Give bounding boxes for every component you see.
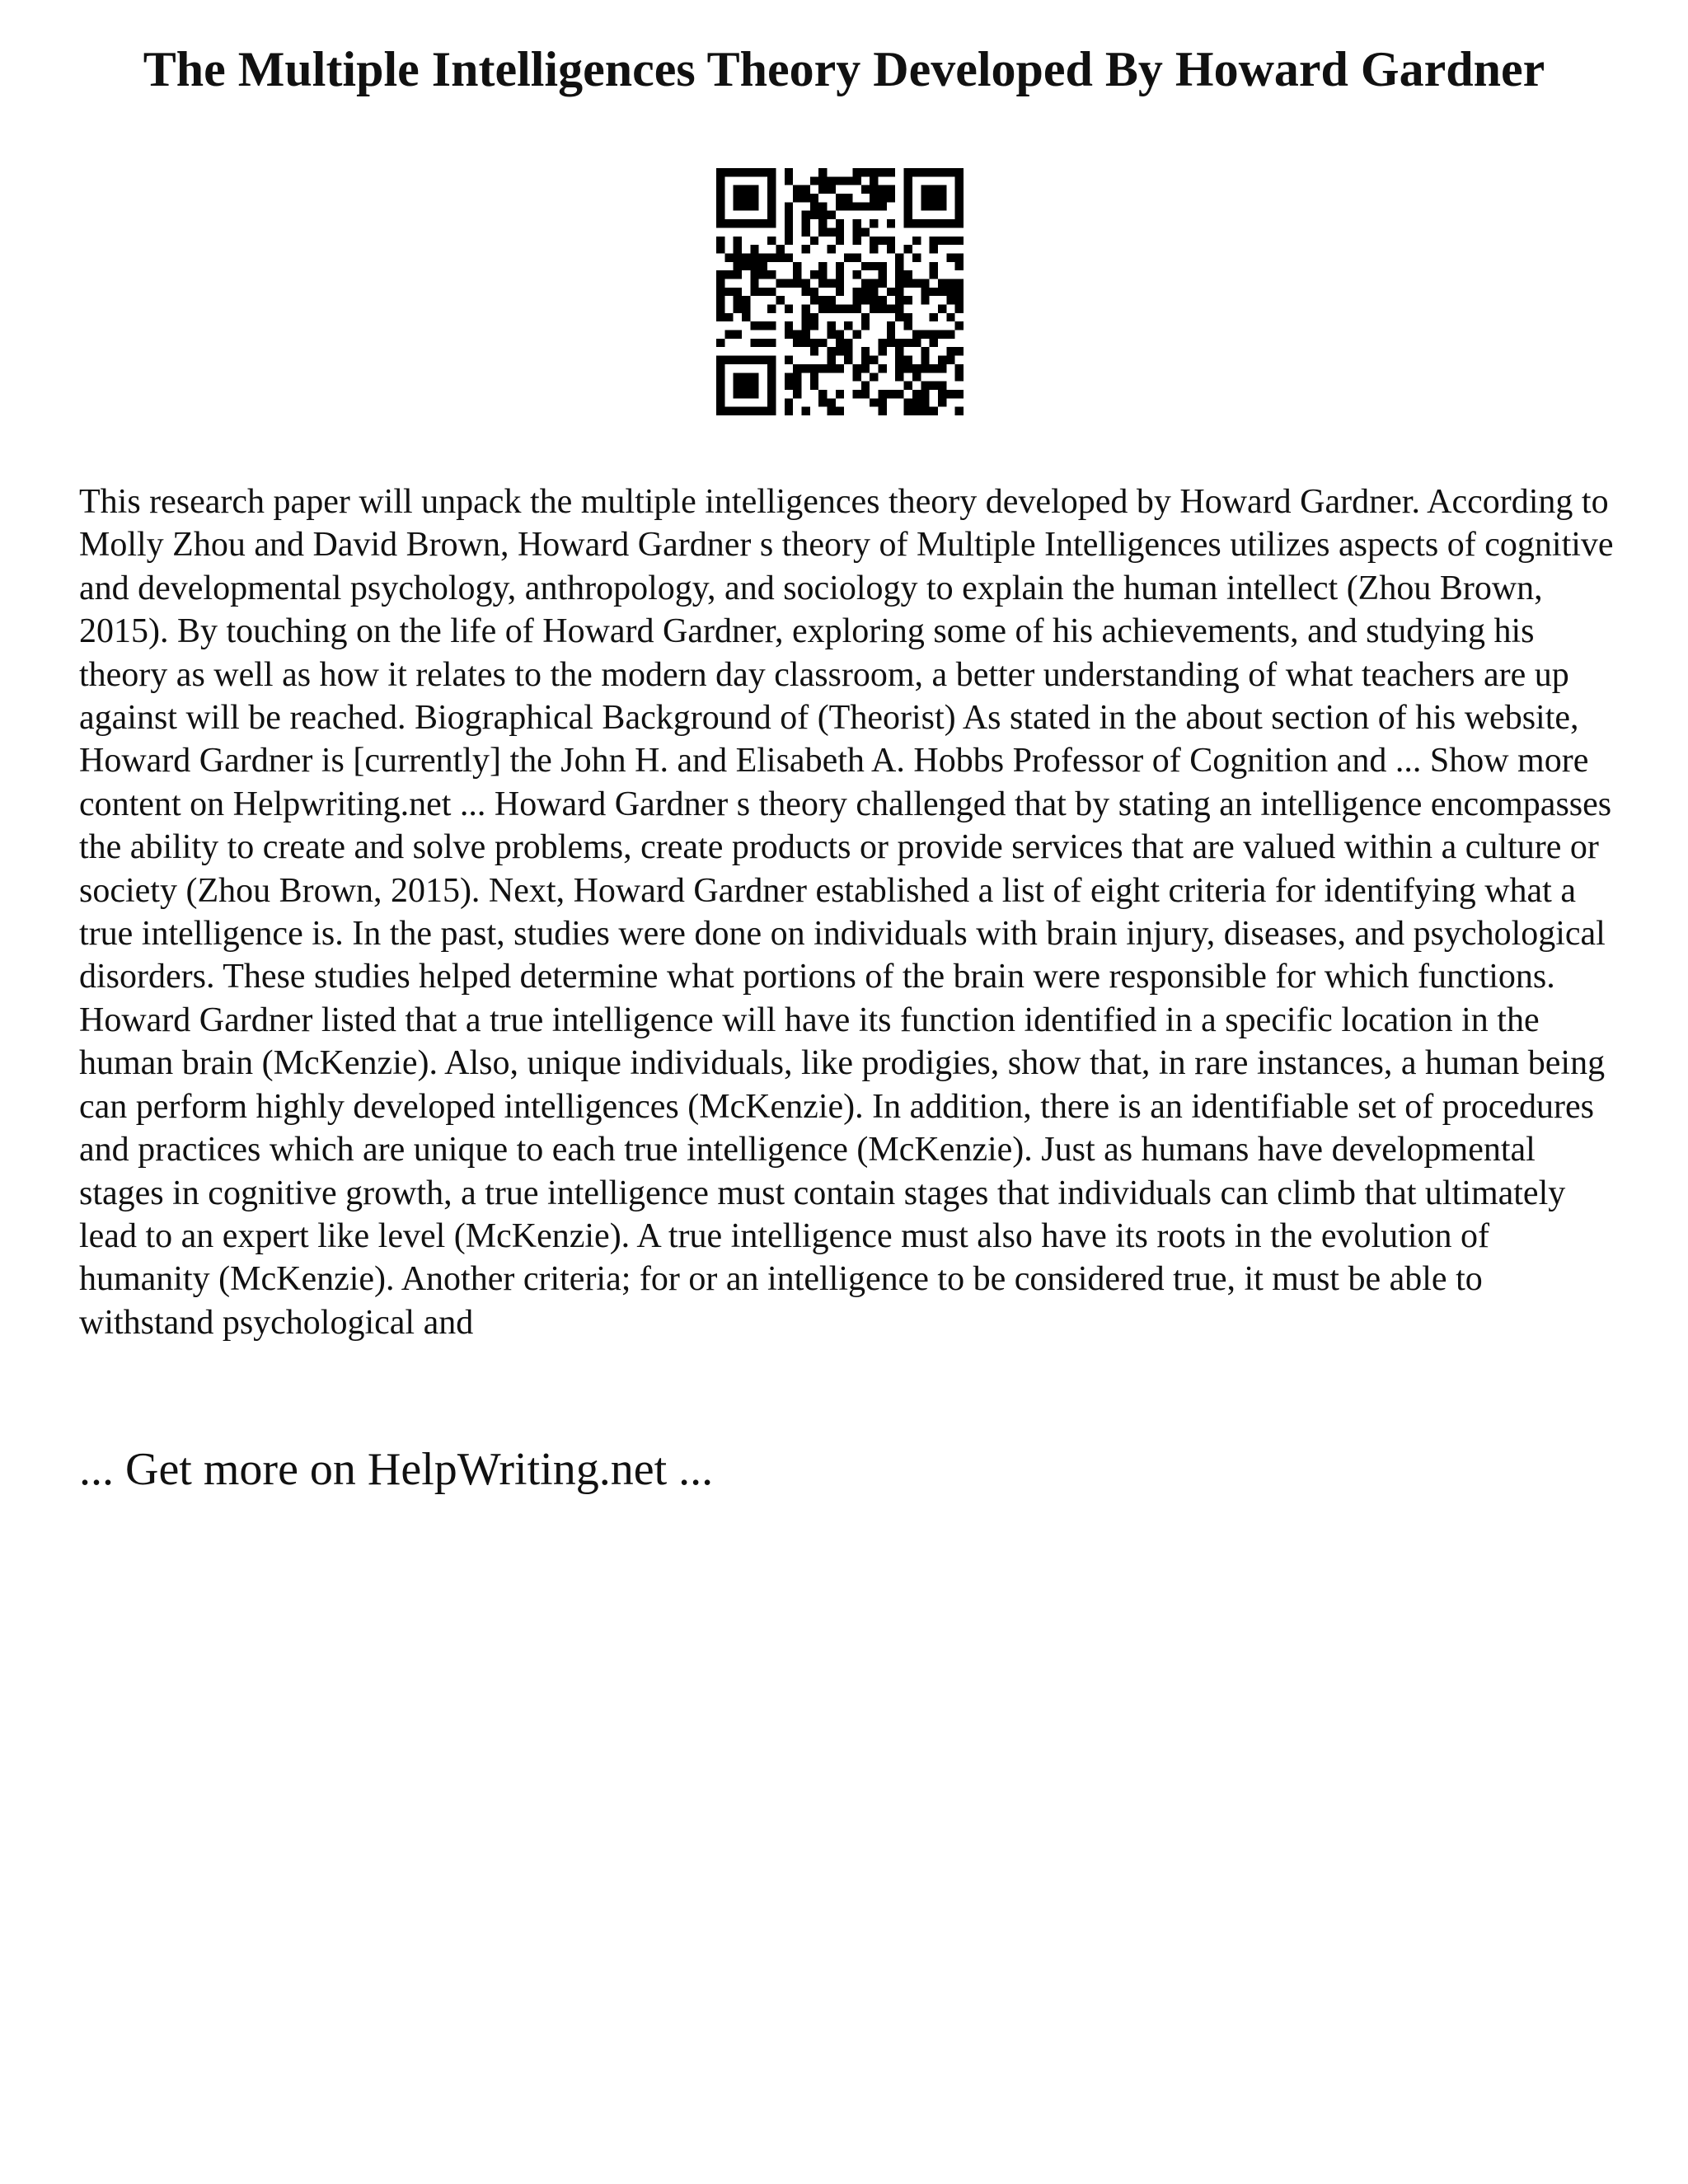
document-title: The Multiple Intelligences Theory Developed By Howard Gardner	[143, 42, 1545, 96]
get-more-link[interactable]: ... Get more on HelpWriting.net ...	[79, 1444, 714, 1495]
qr-code-icon[interactable]	[716, 168, 964, 415]
body-paragraph: This research paper will unpack the multiple intelligences theory developed by Howard Gardner. According to Molly Zhou and David Brown, Howard Gardner s theory of Multiple Intelligences utilizes aspects of cognitive and developmental psychology, anthropology, and sociology to explain the human intellect (Zhou Brown, 2015). By touching on the life of Howard Gardner, exploring some of his achievements, and studying his theory as well as how it relates to the modern day classroom, a better understanding of what teachers are up against will be reached. Biographical Background of (Theorist) As stated in the about section of his website, Howard Gardner is [currently] the John H. and Elisabeth A. Hobbs Professor of Cognition and ... Show more content on Helpwriting.net ... Howard Gardner s theory challenged that by stating an intelligence encompasses the ability to create and solve problems, create products or provide services that are valued within a culture or society (Zhou Brown, 2015). Next, Howard Gardner established a list of eight criteria for identifying what a true intelligence is. In the past, studies were done on individuals with brain injury, diseases, and psychological disorders. These studies helped determine what portions of the brain were responsible for which functions. Howard Gardner listed that a true intelligence will have its function identified in a specific location in the human brain (McKenzie). Also, unique individuals, like prodigies, show that, in rare instances, a human being can perform highly developed intelligences (McKenzie). In addition, there is an identifiable set of procedures and practices which are unique to each true intelligence (McKenzie). Just as humans have developmental stages in cognitive growth, a true intelligence must contain stages that individuals can climb that ultimately lead to an expert like level (McKenzie). A true intelligence must also have its roots in the evolution of humanity (McKenzie). Another criteria; for or an intelligence to be considered true, it must be able to withstand psychological and	[79, 483, 1614, 1342]
